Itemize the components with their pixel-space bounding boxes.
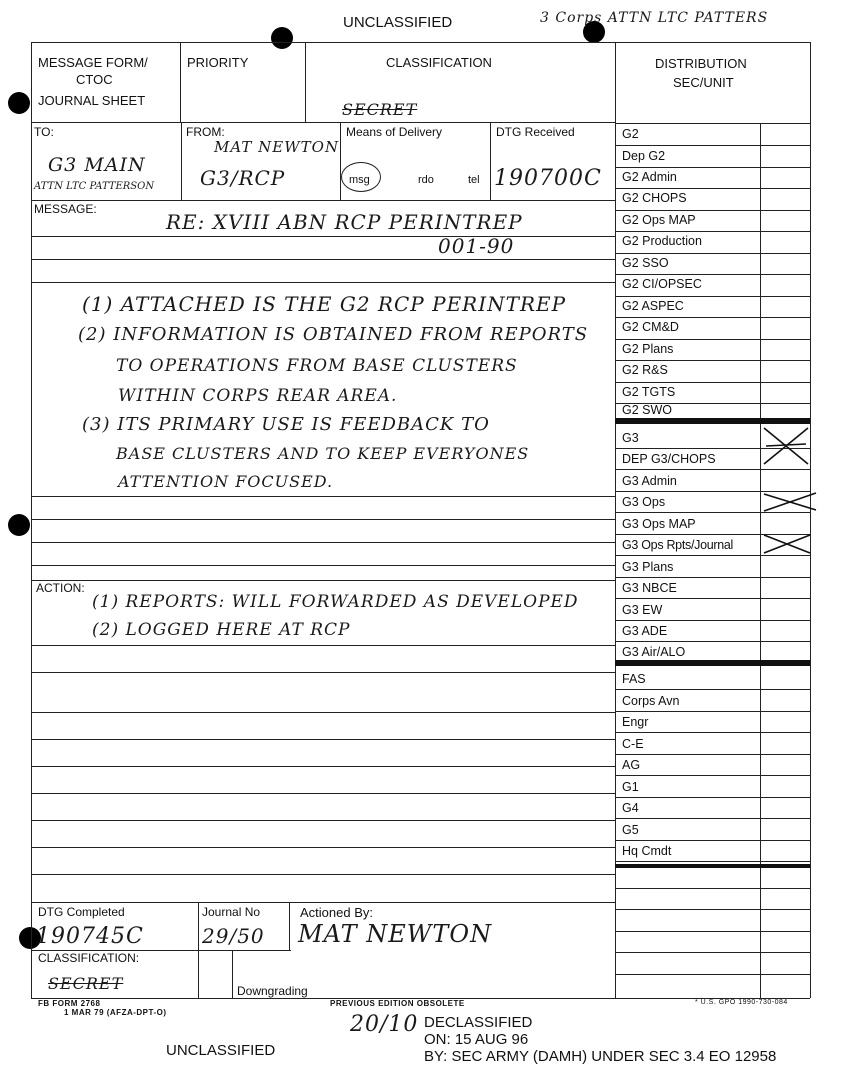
message-line: (1) ATTACHED IS THE G2 RCP PERINTREP: [82, 292, 567, 316]
form-date: 1 MAR 79 (AFZA-DPT-O): [64, 1008, 167, 1017]
means-option-rdo: rdo: [418, 174, 434, 186]
dist-item: DEP G3/CHOPS: [622, 452, 716, 466]
dist-item: G3 Air/ALO: [622, 645, 686, 659]
dist-item: G2 TGTS: [622, 385, 676, 399]
dist-item: G3 EW: [622, 603, 663, 617]
from-label: FROM:: [186, 125, 225, 139]
dist-item: Dep G2: [622, 149, 666, 163]
check-x-icon: [762, 490, 818, 514]
dist-item: G3: [622, 431, 639, 445]
message-line: (3) ITS PRIMARY USE IS FEEDBACK TO: [82, 414, 490, 435]
dist-item: Engr: [622, 715, 649, 729]
dist-item: G2 Admin: [622, 170, 677, 184]
dtg-received-label: DTG Received: [496, 125, 575, 139]
action-line: (1) REPORTS: WILL FORWARDED AS DEVELOPED: [92, 592, 579, 612]
dist-item: G5: [622, 823, 639, 837]
dtg-received-value: 190700C: [494, 166, 602, 191]
declassified-on: ON: 15 AUG 96: [424, 1031, 529, 1048]
message-line: (2) INFORMATION IS OBTAINED FROM REPORTS: [78, 324, 589, 345]
dist-item: FAS: [622, 672, 646, 686]
distribution-label: DISTRIBUTION: [655, 56, 747, 71]
dist-item: G2: [622, 127, 639, 141]
page-note: 20/10: [350, 1012, 419, 1037]
dtg-completed-label: DTG Completed: [38, 905, 125, 919]
dist-item: G3 Admin: [622, 474, 677, 488]
dist-item: G3 Ops Rpts/Journal: [622, 538, 734, 552]
form-title: MESSAGE FORM/: [38, 55, 148, 70]
journal-no-label: Journal No: [202, 905, 261, 919]
classification-bottom: UNCLASSIFIED: [166, 1042, 276, 1059]
message-line: WITHIN CORPS REAR AREA.: [118, 386, 398, 406]
message-line: 001-90: [438, 234, 515, 258]
check-x-icon: [762, 532, 812, 556]
dist-item: G2 Plans: [622, 342, 674, 356]
classification-bottom-label: CLASSIFICATION:: [38, 951, 140, 965]
handwritten-routing: 3 Corps ATTN LTC PATTERS: [540, 10, 769, 26]
classification-top: UNCLASSIFIED: [343, 14, 453, 31]
message-line: TO OPERATIONS FROM BASE CLUSTERS: [116, 356, 518, 376]
distribution-sublabel: SEC/UNIT: [673, 75, 734, 90]
dist-item: G2 Ops MAP: [622, 213, 696, 227]
dtg-completed-value: 190745C: [36, 924, 144, 949]
actioned-by-label: Actioned By:: [300, 905, 373, 920]
check-x-icon: [762, 424, 810, 468]
action-label: ACTION:: [36, 581, 85, 595]
journal-no-value: 29/50: [202, 924, 265, 948]
form-title-ctoc: CTOC: [76, 72, 113, 87]
downgrading-label: Downgrading: [237, 984, 308, 998]
dist-item: G2 Production: [622, 234, 702, 248]
declassified-by: BY: SEC ARMY (DAMH) UNDER SEC 3.4 EO 12958: [424, 1048, 777, 1065]
message-line: BASE CLUSTERS AND TO KEEP EVERYONES: [116, 444, 530, 463]
priority-label: PRIORITY: [187, 55, 249, 70]
dist-item: G2 SWO: [622, 403, 673, 417]
classification-bottom-struck: SECRET: [48, 974, 124, 993]
dist-item: C-E: [622, 737, 644, 751]
actioned-by-value: MAT NEWTON: [298, 920, 493, 948]
dist-item: G2 CM&D: [622, 320, 679, 334]
classification-struck: SECRET: [342, 100, 418, 119]
dist-item: G2 R&S: [622, 363, 668, 377]
dist-item: G2 CHOPS: [622, 191, 687, 205]
classification-label: CLASSIFICATION: [386, 55, 492, 70]
dist-item: Hq Cmdt: [622, 844, 672, 858]
means-option-msg: msg: [349, 174, 370, 186]
to-label: TO:: [34, 125, 54, 139]
dist-item: AG: [622, 758, 641, 772]
to-value: G3 MAIN: [48, 154, 146, 176]
message-line: RE: XVIII ABN RCP PERINTREP: [166, 210, 523, 234]
message-label: MESSAGE:: [34, 202, 97, 216]
means-label: Means of Delivery: [346, 125, 443, 139]
from-unit: G3/RCP: [200, 166, 286, 190]
dist-item: G3 Plans: [622, 560, 674, 574]
from-value: MAT NEWTON: [214, 138, 340, 156]
dist-item: G3 Ops: [622, 495, 666, 509]
punch-hole: [8, 92, 30, 114]
message-line: ATTENTION FOCUSED.: [118, 472, 334, 491]
dist-item: G2 CI/OPSEC: [622, 277, 702, 291]
declassified: DECLASSIFIED: [424, 1014, 533, 1031]
dist-item: G3 ADE: [622, 624, 668, 638]
dist-item: G3 Ops MAP: [622, 517, 696, 531]
gpo-note: * U.S. GPO 1990-730-084: [695, 999, 788, 1006]
action-line: (2) LOGGED HERE AT RCP: [92, 620, 351, 640]
dist-item: Corps Avn: [622, 694, 680, 708]
dist-item: G1: [622, 780, 639, 794]
dist-item: G3 NBCE: [622, 581, 677, 595]
form-number: FB FORM 2768: [38, 999, 101, 1008]
means-option-tel: tel: [468, 174, 480, 186]
dist-item: G2 SSO: [622, 256, 669, 270]
dist-item: G2 ASPEC: [622, 299, 684, 313]
punch-hole: [271, 27, 293, 49]
to-attn: ATTN LTC PATTERSON: [34, 181, 155, 192]
previous-edition: PREVIOUS EDITION OBSOLETE: [330, 999, 465, 1008]
dist-item: G4: [622, 801, 639, 815]
punch-hole: [8, 514, 30, 536]
form-title-journal: JOURNAL SHEET: [38, 93, 146, 108]
